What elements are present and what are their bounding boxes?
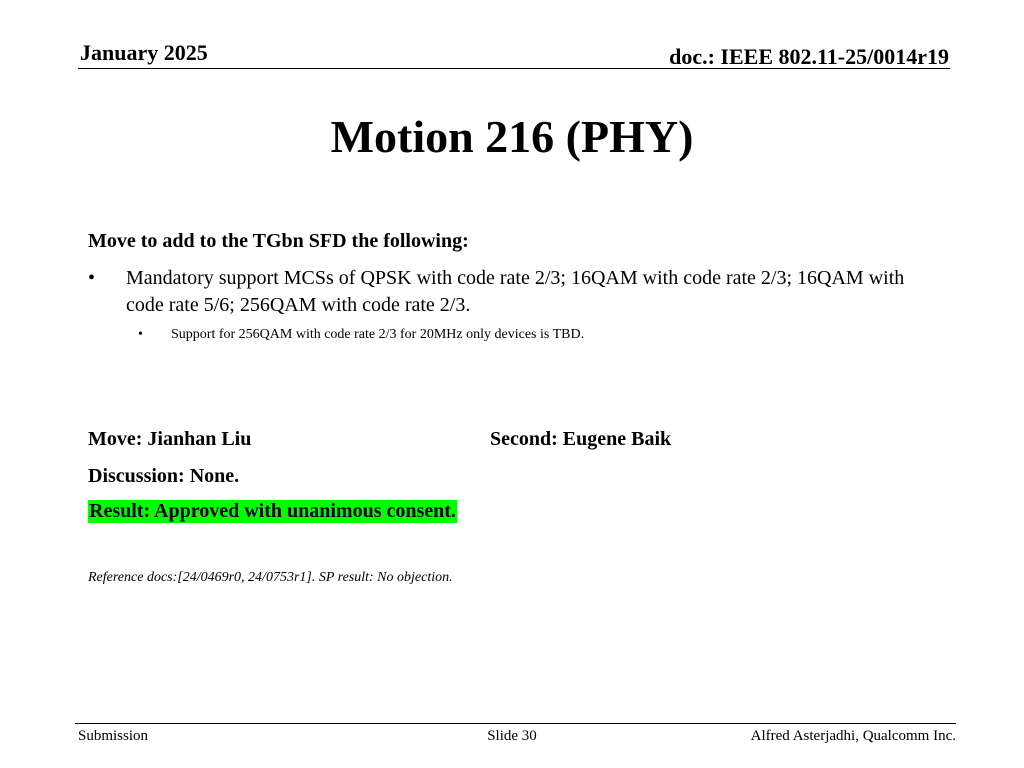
motion-intro: Move to add to the TGbn SFD the following:: [88, 230, 469, 252]
slide-title: Motion 216 (PHY): [330, 111, 694, 162]
footer-rule: [75, 723, 956, 724]
footer-author: Alfred Asterjadhi, Qualcomm Inc.: [750, 728, 956, 744]
discussion: Discussion: None.: [88, 465, 240, 487]
mover: Move: Jianhan Liu: [88, 428, 252, 450]
sub-bullet-icon: •: [138, 327, 143, 342]
result-highlighted: Result: Approved with unanimous consent.: [89, 500, 456, 522]
sub-bullet-text: Support for 256QAM with code rate 2/3 for 20MHz only devices is TBD.: [171, 327, 585, 342]
bullet-text: Mandatory support MCSs of QPSK with code rate 2/3; 16QAM with code rate 2/3; 16QAM with code rate 5/6; 256QAM with code rate 2/3.: [126, 267, 905, 316]
bullet-icon: •: [88, 267, 96, 289]
footer-submission: Submission: [78, 728, 149, 744]
header-rule: [78, 68, 950, 69]
reference-docs: Reference docs:[24/0469r0, 24/0753r1]. SP result: No objection.: [88, 570, 453, 585]
footer-slide-number: Slide 30: [487, 728, 537, 744]
seconder: Second: Eugene Baik: [490, 428, 672, 450]
header-doc-id: doc.: IEEE 802.11-25/0014r19: [669, 44, 949, 69]
header-date: January 2025: [80, 40, 208, 65]
